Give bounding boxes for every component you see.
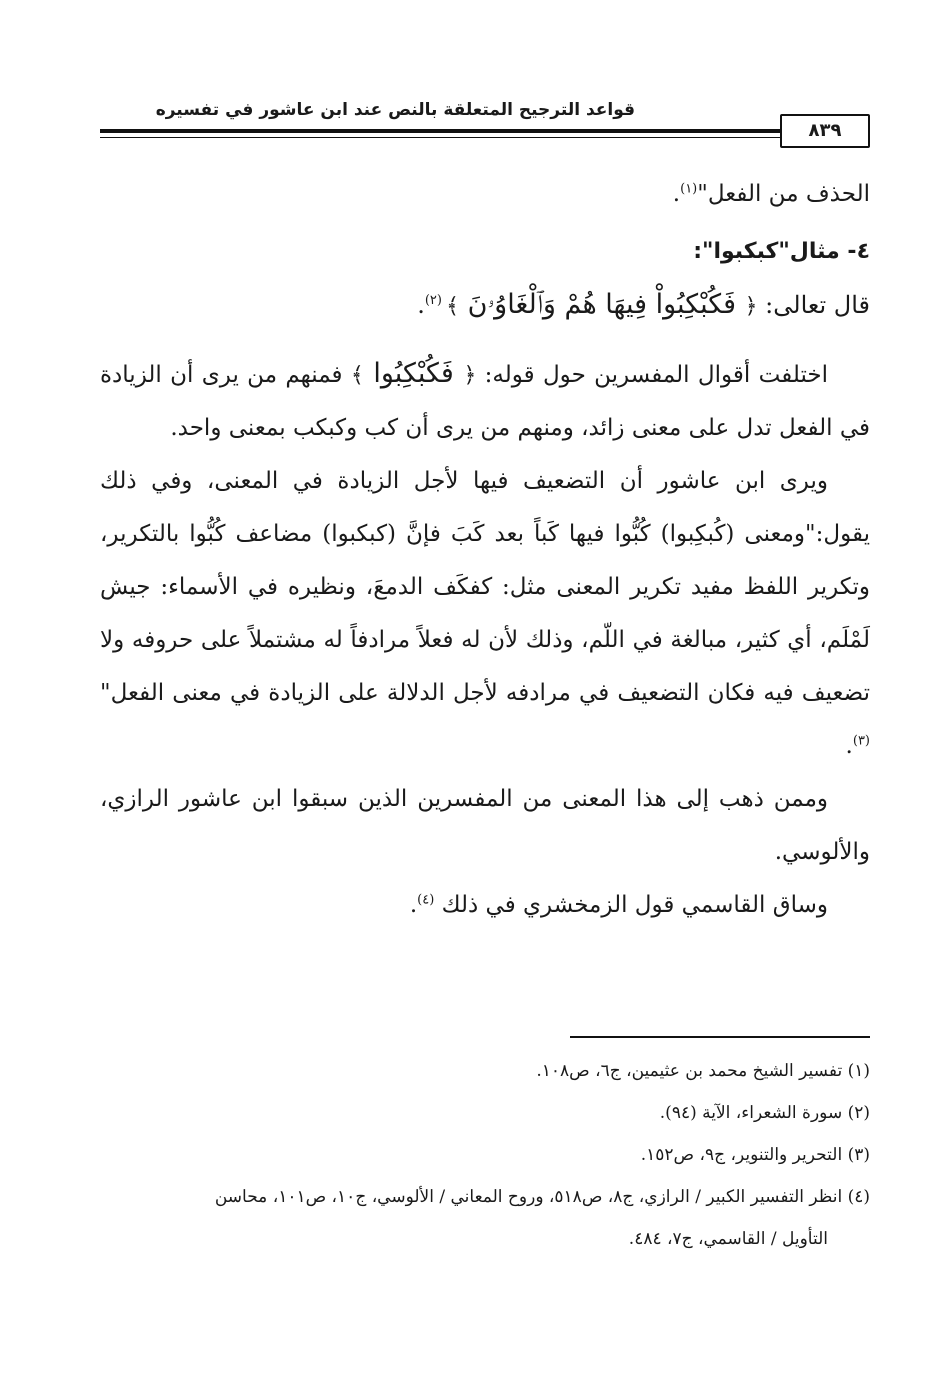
punctuation: . xyxy=(409,892,418,918)
footnote-4: (٤) انظر التفسير الكبير / الرازي، ج٨، ص٥١٨، وروح المعاني / الألوسي، ج١٠، ص١٠١، محاسن xyxy=(214,1187,870,1207)
section-heading: ٤- مثال"كبكبوا": xyxy=(693,239,870,264)
footnotes xyxy=(100,1050,870,1260)
paragraph-text: وساق القاسمي قول الزمخشري في ذلك xyxy=(434,892,828,918)
footnote-ref-1: (١) xyxy=(680,181,698,197)
book-page xyxy=(100,0,870,1374)
punctuation: . xyxy=(417,291,425,319)
paragraph-text: فمنهم من يرى أن الزيادة في الفعل تدل على معنى زائد، ومنهم من يرى أن كب وكبكب بمعنى واحد. xyxy=(100,362,870,441)
punctuation: . xyxy=(672,181,681,207)
page-number: ٨٣٩ xyxy=(780,114,870,148)
main-text xyxy=(100,168,870,932)
quran-bracket-open: ﴿ xyxy=(463,363,477,388)
header-rule-thin xyxy=(100,137,870,138)
verse-line xyxy=(100,278,870,333)
verse-intro: قال تعالى: xyxy=(757,291,870,319)
paragraph-2 xyxy=(100,347,870,455)
footnote-4-continuation: التأويل / القاسمي، ج٧، ٤٨٤. xyxy=(628,1229,828,1249)
quran-bracket-open: ﴿ xyxy=(744,294,758,319)
footnote-1: (١) تفسير الشيخ محمد بن عثيمين، ج٦، ص١٠٨. xyxy=(536,1061,870,1081)
running-header xyxy=(100,92,870,152)
footnote-ref-2: (٢) xyxy=(424,293,447,308)
paragraph-text: ويرى ابن عاشور أن التضعيف فيها لأجل الزيادة في المعنى، وفي ذلك يقول:"ومعنى (كُبكِبوا) كُبُّوا فيها كَباً بعد كَبَ فإنَّ (كبكبوا) مضاعف كُبُّوا بالتكرير، وتكرير اللفظ مفيد تكرير المعنى مثل: كفكَف الدمعَ، ونظيره في الأسماء: جيش لَمْلَم، أي كثير، مبالغة في اللّم، وذلك لأن له فعلاً مرادفاً له مشتملاً على حروفه ولا تضعيف فيه فكان التضعيف في مرادفه لأجل الدلالة على الزيادة في معنى الفعل" xyxy=(100,468,870,706)
quran-bracket-close: ﴾ xyxy=(446,294,460,319)
footnote-ref-3: (٣) xyxy=(852,733,870,749)
header-title: قواعد الترجيح المتعلقة بالنص عند ابن عاشور في تفسيره xyxy=(155,100,635,120)
punctuation: . xyxy=(845,733,853,759)
paragraph-1 xyxy=(100,168,870,221)
paragraph-5 xyxy=(100,879,870,932)
quran-verse-text: فَكُبْكِبُواْ فِيهَا هُمْ وَٱلْغَاوُۥنَ xyxy=(459,289,745,320)
spacer xyxy=(100,333,870,347)
header-rule xyxy=(100,129,870,133)
paragraph-text: الحذف من الفعل" xyxy=(697,181,870,207)
quran-word: فَكُبْكِبُوا xyxy=(363,358,464,389)
footnote-2: (٢) سورة الشعراء، الآية (٩٤). xyxy=(659,1103,870,1123)
footnote-separator xyxy=(570,1036,870,1038)
footnote-3: (٣) التحرير والتنوير، ج٩، ص١٥٢. xyxy=(640,1145,870,1165)
quran-bracket-close: ﴾ xyxy=(350,363,364,388)
paragraph-3 xyxy=(100,455,870,773)
footnote-ref-4: (٤) xyxy=(417,892,435,908)
paragraph-4: وممن ذهب إلى هذا المعنى من المفسرين الذين سبقوا ابن عاشور الرازي، والألوسي. xyxy=(100,786,870,865)
paragraph-text: اختلفت أقوال المفسرين حول قوله: xyxy=(476,362,828,388)
